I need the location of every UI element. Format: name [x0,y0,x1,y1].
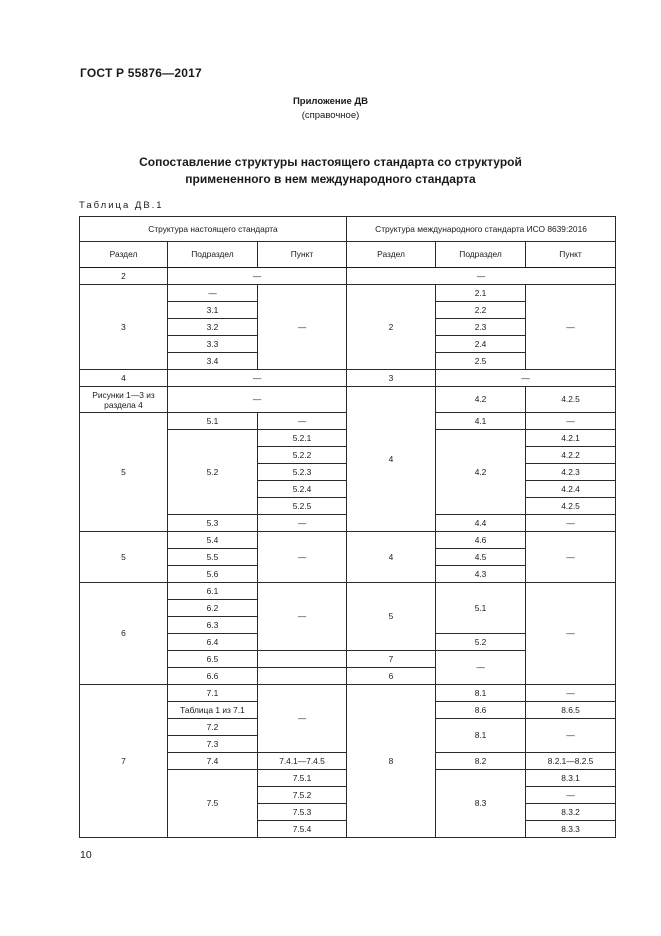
table-row [80,685,616,702]
col-header-subsection-left: Подраздел [168,242,258,268]
table-cell: 6 [80,583,168,685]
table-cell: 5.2.3 [258,464,347,481]
table-cell: 3.2 [168,319,258,336]
table-cell: 5.2.1 [258,430,347,447]
table-cell: 8.3.1 [526,770,616,787]
table-row [80,268,616,285]
table-cell: 5 [80,532,168,583]
table-cell: 7.2 [168,719,258,736]
table-cell: 4.2.3 [526,464,616,481]
table-cell: 8.3.3 [526,821,616,838]
group-header-left: Структура настоящего стандарта [80,217,347,242]
table-cell: 2 [347,285,436,370]
table-cell: 5.1 [436,583,526,634]
standard-code: ГОСТ Р 55876—2017 [80,66,202,80]
table-cell: 8.3 [436,770,526,838]
column-header-row [80,242,616,268]
table-cell: Таблица 1 из 7.1 [168,702,258,719]
table-cell: — [258,583,347,651]
table-cell: 6.5 [168,651,258,668]
annex-title: Приложение ДВ [292,96,369,107]
table-cell: 7 [80,685,168,838]
table-cell: 7.5.2 [258,787,347,804]
title-line-1: Сопоставление структуры настоящего стандарта со структурой [139,155,522,169]
table-cell: 3.1 [168,302,258,319]
table-cell [258,651,347,668]
table-cell: 5.2.5 [258,498,347,515]
table-cell: 5.4 [168,532,258,549]
table-cell: 2.3 [436,319,526,336]
table-cell: — [347,268,616,285]
table-cell: 8.3.2 [526,804,616,821]
group-header-right: Структура международного стандарта ИСО 8639:2016 [347,217,616,242]
table-cell [258,668,347,685]
table-cell: 8.6.5 [526,702,616,719]
table-cell: — [168,285,258,302]
table-row [80,370,616,387]
col-header-section-left: Раздел [80,242,168,268]
table-cell: — [258,532,347,583]
table-cell: 7.4.1—7.4.5 [258,753,347,770]
table-cell: — [526,719,616,753]
table-cell: 4.2.5 [526,387,616,413]
table-cell: 4.2 [436,430,526,515]
table-cell: 4.2.5 [526,498,616,515]
table-cell: 7.1 [168,685,258,702]
table-cell: 4 [80,370,168,387]
table-cell: 5 [347,583,436,651]
table-cell: 7.3 [168,736,258,753]
table-cell: 4.3 [436,566,526,583]
table-cell: 5.2.2 [258,447,347,464]
table-cell: 4.2 [436,387,526,413]
table-cell: 3.4 [168,353,258,370]
table-cell: 5.3 [168,515,258,532]
annex-subtitle: (справочное) [301,110,360,121]
table-cell: — [258,285,347,370]
table-cell: 4.4 [436,515,526,532]
table-cell: 4.2.1 [526,430,616,447]
table-cell: 6.6 [168,668,258,685]
page-number: 10 [80,849,92,861]
table-cell: — [526,787,616,804]
table-cell: — [526,285,616,370]
table-cell: — [168,370,347,387]
table-cell: — [258,515,347,532]
table-cell: 6.1 [168,583,258,600]
table-cell: — [526,515,616,532]
table-cell: 4 [347,532,436,583]
table-cell: 7.5.1 [258,770,347,787]
table-cell: 2 [80,268,168,285]
table-cell: 7.5.4 [258,821,347,838]
table-cell: 4.1 [436,413,526,430]
table-cell: 5.2.4 [258,481,347,498]
table-cell: 6.4 [168,634,258,651]
table-cell: 5 [80,413,168,532]
table-cell: 5.2 [168,430,258,515]
col-header-item-left: Пункт [258,242,347,268]
table-cell: — [168,268,347,285]
table-cell: — [526,685,616,702]
table-cell: 4.5 [436,549,526,566]
document-title [0,154,661,188]
table-cell: 2.5 [436,353,526,370]
col-header-section-right: Раздел [347,242,436,268]
table-cell: 6 [347,668,436,685]
table-cell: 4.2.4 [526,481,616,498]
table-cell: 7.5.3 [258,804,347,821]
table-cell: — [168,387,347,413]
table-cell: — [436,651,526,685]
table-cell: 6.2 [168,600,258,617]
title-line-2: примененного в нем международного стандарта [185,172,476,186]
table-cell: 8.2 [436,753,526,770]
table-cell: 3.3 [168,336,258,353]
table-cell: Рисунки 1—3 из раздела 4 [80,387,168,413]
table-row [80,583,616,600]
table-cell: 3 [347,370,436,387]
table-cell: 5.5 [168,549,258,566]
table-cell: — [526,532,616,583]
table-cell: 8.1 [436,685,526,702]
table-cell: 4.6 [436,532,526,549]
structure-comparison-table [79,216,616,838]
table-cell: 2.1 [436,285,526,302]
table-cell: 6.3 [168,617,258,634]
table-caption: Таблица ДВ.1 [79,200,164,211]
table-cell: 8.6 [436,702,526,719]
table-cell: 7 [347,651,436,668]
table-row [80,387,616,413]
table-cell: 7.4 [168,753,258,770]
table-cell: 2.4 [436,336,526,353]
table-cell: 5.2 [436,634,526,651]
table-cell: — [436,370,616,387]
col-header-item-right: Пункт [526,242,616,268]
col-header-subsection-right: Подраздел [436,242,526,268]
table-cell: 3 [80,285,168,370]
table-cell: 4.2.2 [526,447,616,464]
table-cell: — [526,583,616,685]
table-cell: 4 [347,387,436,532]
table-cell: 7.5 [168,770,258,838]
table-cell: 2.2 [436,302,526,319]
table-cell: 8.2.1—8.2.5 [526,753,616,770]
annex-heading [0,95,661,123]
group-header-row [80,217,616,242]
table-row [80,532,616,549]
table-cell: — [258,685,347,753]
table-row [80,285,616,302]
table-cell: 5.6 [168,566,258,583]
table-cell: 8.1 [436,719,526,753]
table-cell: 5.1 [168,413,258,430]
table-cell: — [258,413,347,430]
table-cell: 8 [347,685,436,838]
table-cell: — [526,413,616,430]
